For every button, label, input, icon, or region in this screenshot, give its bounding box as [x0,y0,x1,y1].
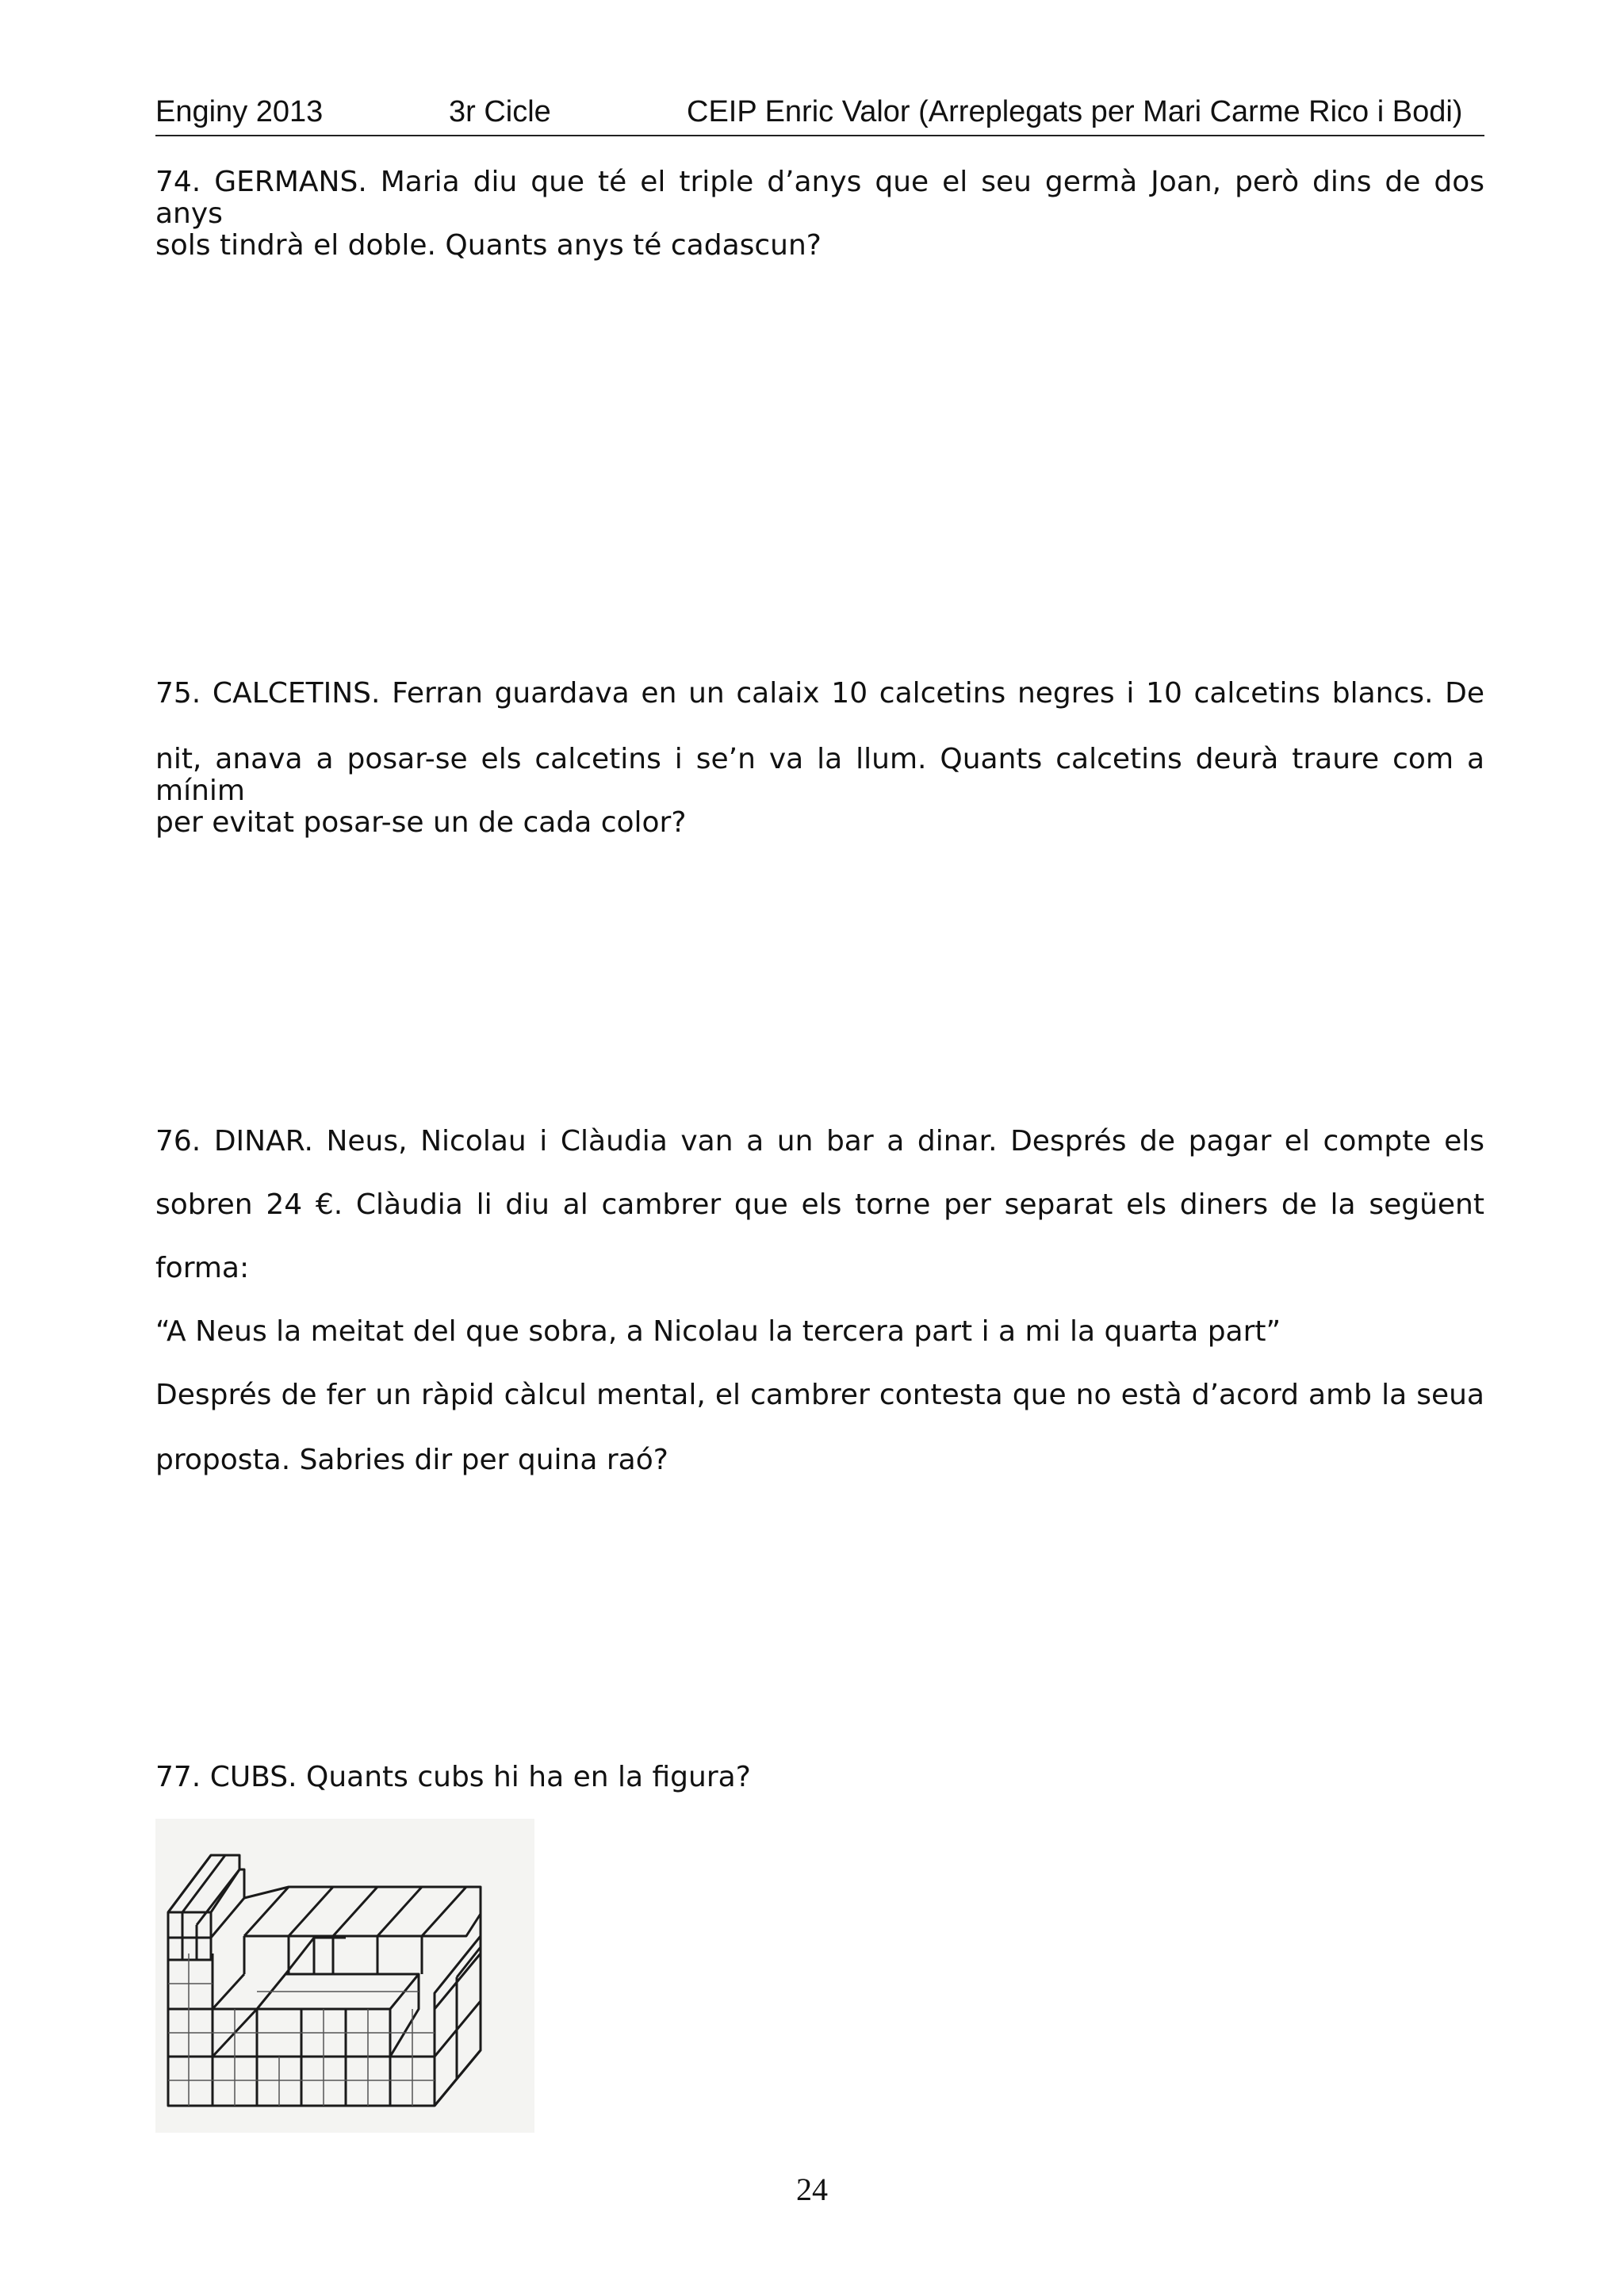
problem-74-line-2: sols tindrà el doble. Quants anys té cadascun? [155,229,822,262]
cubes-drawing [155,1819,534,2133]
problem-76-line-4: “A Neus la meitat del que sobra, a Nicolau la tercera part i a mi la quarta part” [155,1315,1281,1348]
problem-77-line-1: 77. CUBS. Quants cubs hi ha en la figura? [155,1761,751,1793]
header-rule [155,135,1484,136]
header-right: CEIP Enric Valor (Arreplegats per Mari Carme Rico i Bodi) [687,95,1463,128]
cubes-figure [155,1819,534,2133]
header-left: Enginy 2013 [155,95,324,128]
header-middle: 3r Cicle [449,95,551,128]
problem-76-line-5: Després de fer un ràpid càlcul mental, el cambrer contesta que no està d’acord amb la seua [155,1379,1484,1411]
problem-75-line-2: nit, anava a posar-se els calcetins i se’n va la llum. Quants calcetins deurà traure com a mínim [155,743,1484,807]
page-number: 24 [796,2172,828,2207]
problem-74-line-1: 74. GERMANS. Maria diu que té el triple d’anys que el seu germà Joan, però dins de dos anys [155,166,1484,230]
problem-76-line-2: sobren 24 €. Clàudia li diu al cambrer que els torne per separat els diners de la següent [155,1188,1484,1221]
problem-75-line-1: 75. CALCETINS. Ferran guardava en un calaix 10 calcetins negres i 10 calcetins blancs. De [155,677,1484,710]
problem-76-line-6: proposta. Sabries dir per quina raó? [155,1444,668,1476]
problem-76-line-1: 76. DINAR. Neus, Nicolau i Clàudia van a un bar a dinar. Després de pagar el compte els [155,1125,1484,1158]
problem-76-line-3: forma: [155,1252,250,1284]
problem-75-line-3: per evitat posar-se un de cada color? [155,806,687,839]
